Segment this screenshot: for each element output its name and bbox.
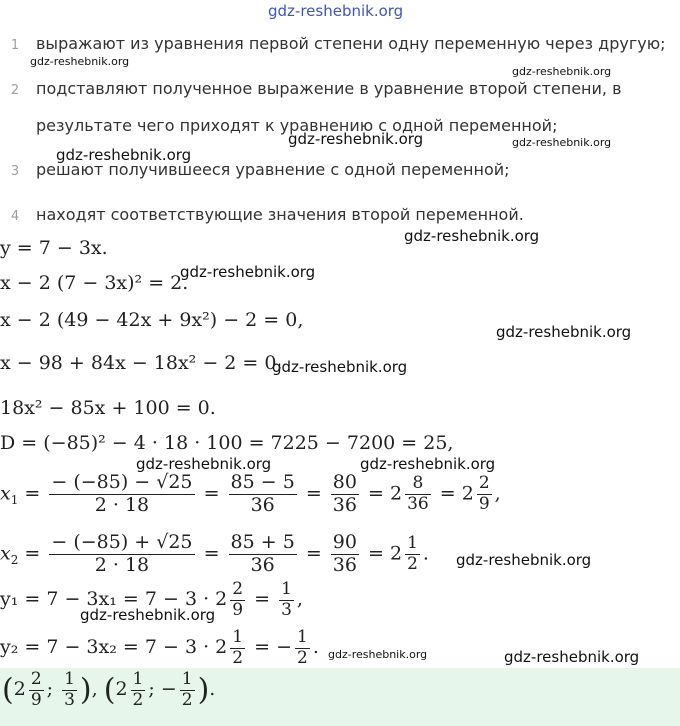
step-text: находят соответствующие значения второй переменной.: [36, 205, 524, 224]
fraction-numerator: − (−85) + √25: [51, 531, 193, 553]
watermark-top[interactable]: gdz-reshebnik.org: [268, 2, 404, 20]
watermark: gdz-reshebnik.org: [80, 606, 216, 624]
equation-simplified: x − 98 + 84x − 18x² − 2 = 0,: [0, 352, 283, 374]
watermark: gdz-reshebnik.org: [180, 263, 316, 281]
root-x2: $x_2$ = $\frac{- (-85) + √25}{2 \cdot 18}$ = $\frac{85 + 5}{36}$ = $\frac{90}{36}$ = 2 $\frac{1}{2}$ .: [0, 531, 429, 576]
fraction-denominator: 36: [250, 553, 275, 576]
equation-substitution: y = 7 − 3x.: [0, 237, 108, 259]
step-item: [0, 34, 666, 53]
value-y2: y₂ = 7 − 3x₂ = 7 − 3 · 2 $\frac{1}{2}$ = − $\frac{1}{2}$ .: [0, 627, 319, 668]
fraction-numerator: 1: [64, 669, 75, 689]
equation-substituted: x − 2 (7 − 3x)² = 2.: [0, 272, 189, 294]
watermark: gdz-reshebnik.org: [288, 130, 424, 148]
fraction-numerator: 1: [132, 669, 144, 689]
fraction-denominator: 36: [407, 493, 429, 514]
y2-expression: y₂ = 7 − 3x₂ = 7 − 3 · 2: [0, 636, 228, 659]
fraction-numerator: 2: [232, 579, 244, 599]
fraction-denominator: 2: [232, 647, 244, 668]
watermark: gdz-reshebnik.org: [496, 323, 632, 341]
fraction-denominator: 36: [332, 493, 357, 516]
fraction-denominator: 2: [132, 689, 144, 710]
answer-pairs: (2 $\frac{2}{9}$ ; $\frac{1}{3}$ ), (2 $\frac{1}{2}$ ; − $\frac{1}{2}$ ).: [2, 669, 216, 710]
fraction-numerator: 85 − 5: [230, 471, 295, 493]
root-x1: $x_1$ = $\frac{- (-85) - √25}{2 \cdot 18}$ = $\frac{85 - 5}{36}$ = $\frac{80}{36}$ = 2 $\frac{8}{36}$ = 2 $\frac{2}{9}$ ,: [0, 471, 501, 516]
fraction-numerator: 80: [332, 471, 357, 493]
watermark: gdz-reshebnik.org: [512, 65, 612, 78]
watermark: gdz-reshebnik.org: [504, 648, 640, 666]
mixed-whole: 2: [389, 542, 403, 565]
watermark: gdz-reshebnik.org: [272, 358, 408, 376]
fraction-denominator: 2: [407, 553, 418, 574]
watermark: gdz-reshebnik.org: [30, 55, 130, 68]
fraction-numerator: − (−85) − √25: [51, 471, 193, 493]
y1-expression: y₁ = 7 − 3x₁ = 7 − 3 · 2: [0, 588, 228, 611]
step-number: 3: [10, 164, 20, 179]
watermark: gdz-reshebnik.org: [456, 551, 592, 569]
step-item: [0, 116, 557, 135]
step-item: [0, 79, 622, 98]
equation-quadratic: 18x² − 85x + 100 = 0.: [0, 397, 216, 419]
mixed-whole: 2: [13, 678, 26, 701]
fraction-denominator: 3: [64, 689, 75, 710]
discriminant: D = (−85)² − 4 · 18 · 100 = 7225 − 7200 = 25,: [0, 432, 454, 454]
watermark: gdz-reshebnik.org: [512, 136, 612, 149]
mixed-whole: 2: [389, 482, 403, 505]
step-text: подставляют полученное выражение в уравнение второй степени, в: [36, 79, 622, 98]
fraction-numerator: 1: [281, 579, 292, 599]
mixed-whole: 2: [461, 482, 474, 505]
fraction-numerator: 2: [30, 669, 42, 689]
step-text: решают получившееся уравнение с одной переменной;: [36, 160, 510, 179]
fraction-denominator: 36: [332, 553, 357, 576]
fraction-denominator: 2 · 18: [94, 553, 150, 576]
fraction-denominator: 9: [232, 599, 244, 620]
fraction-numerator: 1: [407, 533, 418, 554]
watermark: gdz-reshebnik.org: [360, 455, 496, 473]
watermark: gdz-reshebnik.org: [136, 455, 272, 473]
fraction-numerator: 90: [332, 531, 357, 553]
fraction-numerator: 1: [297, 627, 308, 647]
step-text: результате чего приходят к уравнению с одной переменной;: [36, 116, 558, 135]
step-number: 1: [10, 38, 20, 53]
watermark: gdz-reshebnik.org: [328, 648, 428, 661]
step-text: выражают из уравнения первой степени одну переменную через другую;: [36, 34, 666, 53]
fraction-denominator: 2 · 18: [94, 493, 150, 516]
step-number: 4: [10, 209, 20, 224]
fraction-denominator: 2: [181, 689, 193, 710]
fraction-numerator: 8: [405, 474, 431, 495]
value-y1: y₁ = 7 − 3x₁ = 7 − 3 · 2 $\frac{2}{9}$ = $\frac{1}{3}$ ,: [0, 579, 303, 620]
mixed-whole: 2: [115, 678, 128, 701]
watermark: gdz-reshebnik.org: [56, 146, 192, 164]
fraction-denominator: 9: [30, 689, 42, 710]
fraction-denominator: 9: [478, 493, 490, 514]
fraction-numerator: 85 + 5: [230, 531, 295, 553]
watermark: gdz-reshebnik.org: [404, 227, 540, 245]
fraction-numerator: 2: [478, 473, 490, 494]
step-item: [0, 160, 510, 179]
fraction-numerator: 1: [232, 627, 244, 647]
step-item: [0, 205, 524, 224]
fraction-denominator: 3: [281, 599, 292, 620]
fraction-numerator: 1: [181, 669, 193, 689]
fraction-denominator: 2: [297, 647, 308, 668]
step-number: 2: [10, 83, 20, 98]
fraction-denominator: 36: [250, 493, 275, 516]
equation-expanded: x − 2 (49 − 42x + 9x²) − 2 = 0,: [0, 309, 304, 331]
